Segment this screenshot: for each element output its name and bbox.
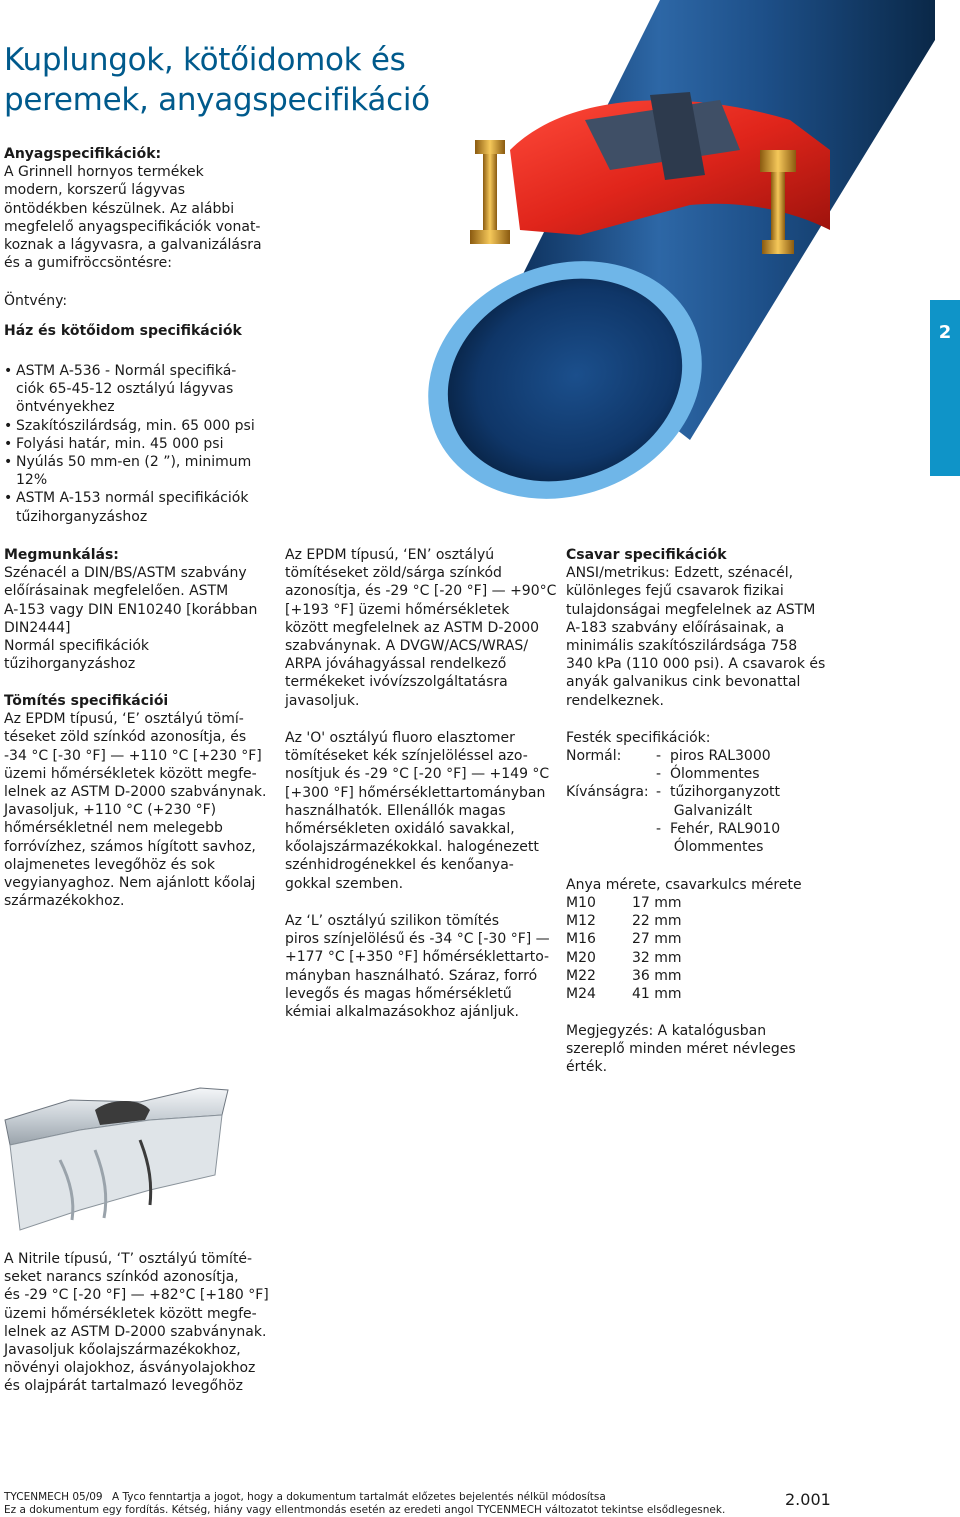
festek-table	[566, 747, 780, 856]
tomites-line: származékokhoz.	[4, 893, 125, 910]
csavar-line: különleges fejű csavarok fizikai	[566, 583, 784, 600]
col2-line: mányban használható. Száraz, forró	[285, 967, 538, 984]
festek-label: Kívánságra:	[566, 784, 649, 801]
bullet-line: öntvényekhez	[16, 399, 115, 416]
festek-label	[566, 820, 656, 838]
wrench-size: 22 mm	[632, 913, 682, 930]
anyag-block	[4, 145, 262, 272]
col2-line: hőmérsékleten oxidáló savakkal,	[285, 821, 515, 838]
megmunkalas-heading: Megmunkálás:	[4, 547, 119, 563]
col2-line: Az EPDM típusú, ‘EN’ osztályú	[285, 547, 495, 563]
megmunkalas-line: előírásainak megfelelően. ASTM	[4, 583, 229, 600]
tomites-heading: Tömítés specifikációi	[4, 693, 169, 709]
col2-line: kémiai alkalmazásokhoz ajánljuk.	[285, 1004, 519, 1021]
festek-value: Galvanizált	[656, 802, 753, 819]
anya-row	[566, 930, 682, 948]
festek-row	[566, 783, 780, 801]
col2-line: azonosítja, és -29 °C [-20 °F] — +90°C	[285, 583, 557, 600]
tomites-line: Az EPDM típusú, ‘E’ osztályú tömí-	[4, 711, 244, 728]
col2-p2	[285, 729, 549, 893]
col2-line: szénhidrogénekkel és kenőanya-	[285, 857, 514, 874]
wrench-size: 17 mm	[632, 895, 682, 911]
tomites-line: forróvízhez, számos hígított savhoz,	[4, 838, 256, 855]
festek-label	[566, 838, 656, 856]
csavar-line: ANSI/metrikus: Edzett, szénacél,	[566, 565, 794, 582]
tomites-line: hőmérsékletnél nem melegebb	[4, 820, 223, 837]
festek-row	[566, 802, 780, 820]
csavar-line: minimális szakítószilárdsága 758	[566, 638, 798, 655]
col2-line: kőolajszármazékokkal. halogénezett	[285, 839, 539, 856]
bolt-size: M22	[566, 967, 596, 984]
col2-line: +177 °C [+350 °F] hőmérséklettarto-	[285, 949, 550, 966]
megjegyzes-line: Megjegyzés: A katalógusban	[566, 1023, 767, 1039]
wrench-size: 36 mm	[632, 967, 682, 984]
gasket-illustration	[0, 1080, 235, 1240]
bolt-size: M10	[566, 895, 596, 911]
megjegyzes-line: szereplő minden méret névleges	[566, 1041, 796, 1058]
bullet-item	[4, 362, 264, 417]
anya-row	[566, 912, 682, 930]
nitrile-line: seket narancs színkód azonosítja,	[4, 1269, 239, 1286]
festek-label	[566, 802, 656, 820]
tomites-line: lelnek az ASTM D-2000 szabványnak.	[4, 784, 267, 801]
anyag-line: öntödékben készülnek. Az alábbi	[4, 200, 235, 217]
wrench-size: 27 mm	[632, 931, 682, 948]
bullet-item	[4, 417, 264, 435]
col2-line: között megfelelnek az ASTM D-2000	[285, 619, 540, 636]
col2-p3	[285, 912, 550, 1021]
col2-line: tömítéseket kék színjelöléssel azo-	[285, 748, 528, 765]
csavar-line: anyák galvanikus cink bevonattal	[566, 674, 801, 691]
tomites-line: üzemi hőmérsékletek között megfe-	[4, 765, 257, 782]
col2-line: piros színjelölésű és -34 °C [-30 °F] —	[285, 931, 550, 948]
bullet-line: • Nyúlás 50 mm-en (2 ”), minimum	[16, 454, 252, 471]
nitrile-line: üzemi hőmérsékletek között megfe-	[4, 1305, 257, 1322]
col2-line: [+300 °F] hőmérséklettartományban	[285, 784, 546, 801]
tomites-line: olajmenetes levegőhöz és sok	[4, 856, 215, 873]
tomites-line: téseket zöld színkód azonosítja, és	[4, 729, 247, 746]
bullet-line: 12%	[16, 472, 48, 489]
csavar-block	[566, 546, 825, 710]
festek-row	[566, 747, 780, 765]
bullet-line: • Folyási határ, min. 45 000 psi	[16, 435, 224, 452]
festek-value: - piros RAL3000	[656, 748, 771, 764]
pipe-coupling-illustration	[360, 0, 935, 505]
anyag-line: és a gumifröccsöntésre:	[4, 255, 172, 272]
anyag-line: A Grinnell hornyos termékek	[4, 164, 204, 181]
festek-row	[566, 820, 780, 838]
festek-value: - Ólommentes	[656, 766, 760, 783]
anya-row	[566, 949, 682, 967]
megmunkalas-line: tűzihorganyzáshoz	[4, 656, 136, 673]
footer-line-1: A Tyco fenntartja a jogot, hogy a dokumentum tartalmát előzetes bejelentés nélkül módosítsa	[112, 1491, 606, 1503]
anya-row	[566, 985, 682, 1003]
bullet-line: tűzihorganyzáshoz	[16, 508, 148, 525]
bullet-item	[4, 435, 264, 453]
col2-line: javasoljuk.	[285, 692, 360, 709]
col2-line: levegős és magas hőmérsékletű	[285, 985, 512, 1002]
tomites-line: Javasoljuk, +110 °C (+230 °F)	[4, 802, 217, 819]
col2-p1	[285, 546, 556, 710]
haz-bullet-list	[4, 362, 264, 526]
bullet-line: • ASTM A-153 normál specifikációk	[16, 490, 249, 507]
csavar-line: 340 kPa (110 000 psi). A csavarok és	[566, 656, 826, 673]
nitrile-block	[4, 1250, 269, 1396]
megjegyzes-block	[566, 1022, 796, 1077]
col2-line: nosítjuk és -29 °C [-20 °F] — +149 °C	[285, 766, 550, 783]
festek-row	[566, 765, 780, 783]
bullet-item	[4, 453, 264, 489]
anya-heading: Anya mérete, csavarkulcs mérete	[566, 877, 802, 893]
wrench-size: 32 mm	[632, 949, 682, 966]
csavar-heading: Csavar specifikációk	[566, 547, 727, 563]
ontveny-label: Öntvény:	[4, 293, 68, 309]
col2-line: Az 'O' osztályú fluoro elasztomer	[285, 730, 515, 746]
wrench-size: 41 mm	[632, 986, 682, 1003]
page-title-line-1: Kuplungok, kötőidomok és	[4, 42, 406, 78]
tomites-block	[4, 692, 266, 910]
bullet-line: ciók 65-45-12 osztályú lágyvas	[16, 381, 234, 398]
bolt-left	[470, 140, 510, 244]
megmunkalas-line: DIN2444]	[4, 619, 71, 636]
anyag-heading: Anyagspecifikációk:	[4, 146, 162, 162]
bullet-line: • Szakítószilárdság, min. 65 000 psi	[16, 417, 255, 434]
anyag-line: koznak a lágyvasra, a galvanizálásra	[4, 237, 262, 254]
festek-heading: Festék specifikációk:	[566, 730, 711, 746]
col2-line: használhatók. Ellenállók magas	[285, 802, 506, 819]
anya-row	[566, 894, 682, 912]
col2-line: ARPA jóváhagyással rendelkező	[285, 656, 507, 673]
col2-line: szabványnak. A DVGW/ACS/WRAS/	[285, 638, 529, 655]
csavar-line: rendelkeznek.	[566, 692, 664, 709]
page-number: 2.001	[785, 1490, 831, 1509]
csavar-line: A-183 szabvány előírásainak, a	[566, 619, 785, 636]
anyag-line: modern, korszerű lágyvas	[4, 182, 186, 199]
megmunkalas-line: Szénacél a DIN/BS/ASTM szabvány	[4, 565, 247, 582]
megmunkalas-block	[4, 546, 257, 673]
footer-line-2: Ez a dokumentum egy fordítás. Kétség, hiány vagy ellentmondás esetén az eredeti angol TYCENMECH változatot tekintse elsődlegesnek.	[4, 1504, 726, 1516]
bolt-size: M12	[566, 913, 596, 930]
col2-line: tömítéseket zöld/sárga színkód	[285, 565, 502, 582]
nitrile-line: A Nitrile típusú, ‘T’ osztályú tömíté-	[4, 1251, 253, 1267]
page-title-line-2: peremek, anyagspecifikáció	[4, 82, 430, 118]
nitrile-line: és olajpárát tartalmazó levegőhöz	[4, 1378, 244, 1395]
megmunkalas-line: Normál specifikációk	[4, 638, 150, 655]
bolt-size: M16	[566, 931, 596, 948]
col2-line: gokkal szemben.	[285, 875, 404, 892]
anya-row	[566, 967, 682, 985]
nitrile-line: lelnek az ASTM D-2000 szabványnak.	[4, 1323, 267, 1340]
tomites-line: -34 °C [-30 °F] — +110 °C [+230 °F]	[4, 747, 262, 764]
csavar-line: tulajdonságai megfelelnek az ASTM	[566, 601, 816, 618]
col2-line: [+193 °F] üzemi hőmérsékletek	[285, 601, 510, 618]
bullet-line: • ASTM A-536 - Normál specifiká-	[16, 363, 237, 379]
megjegyzes-line: érték.	[566, 1059, 608, 1076]
festek-label: Normál:	[566, 748, 622, 764]
festek-value: Ólommentes	[656, 839, 764, 856]
festek-value: - tűzihorganyzott	[656, 784, 781, 801]
bolt-size: M20	[566, 949, 596, 966]
section-number: 2	[938, 322, 952, 343]
megmunkalas-line: A-153 vagy DIN EN10240 [korábban	[4, 601, 258, 618]
bolt-size: M24	[566, 986, 596, 1003]
nitrile-line: növényi olajokhoz, ásványolajokhoz	[4, 1360, 256, 1377]
nitrile-line: Javasoljuk kőolajszármazékokhoz,	[4, 1342, 241, 1359]
bullet-item	[4, 489, 264, 525]
tomites-line: vegyianyaghoz. Nem ajánlott kőolaj	[4, 875, 256, 892]
footer-doc-id: TYCENMECH 05/09	[4, 1491, 103, 1503]
anyag-line: megfelelő anyagspecifikációk vonat-	[4, 218, 261, 235]
festek-label	[566, 765, 656, 783]
festek-value: - Fehér, RAL9010	[656, 820, 781, 837]
festek-row	[566, 838, 780, 856]
haz-heading: Ház és kötőidom specifikációk	[4, 323, 242, 339]
nitrile-line: és -29 °C [-20 °F] — +82°C [+180 °F]	[4, 1287, 269, 1304]
anya-table	[566, 894, 682, 1003]
col2-line: termékeket ivóvízszolgáltatásra	[285, 674, 508, 691]
col2-line: Az ‘L’ osztályú szilikon tömítés	[285, 913, 500, 929]
